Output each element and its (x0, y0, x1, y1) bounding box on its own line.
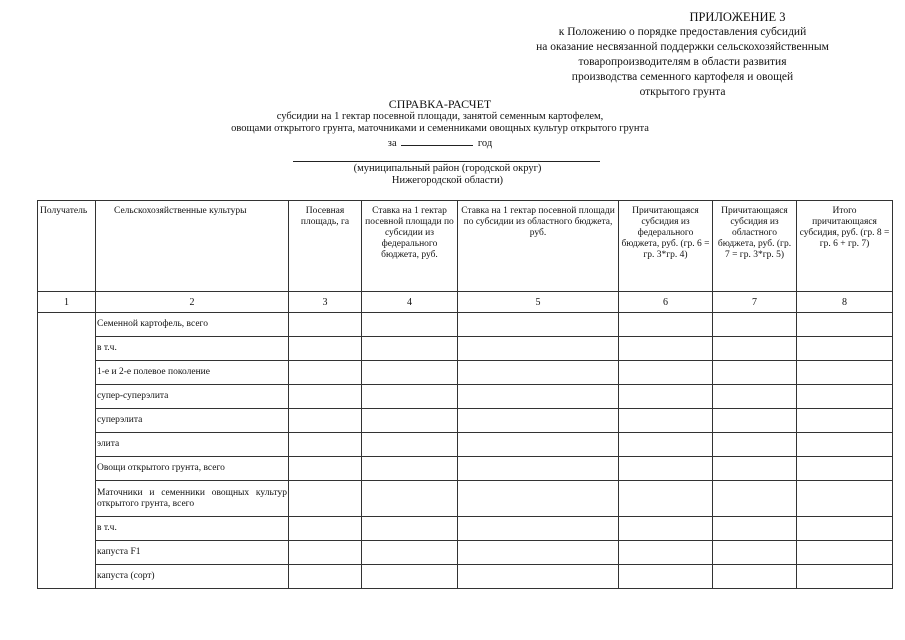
total-subsidy-cell[interactable] (797, 361, 893, 385)
area-cell[interactable] (289, 481, 362, 517)
column-number: 4 (362, 292, 458, 313)
area-cell[interactable] (289, 361, 362, 385)
table-row (38, 457, 893, 481)
header-cell: Причитающаяся субсидия из федерального бюджета, руб. (гр. 6 = гр. 3*гр. 4) (619, 201, 713, 292)
table-row (38, 337, 893, 361)
regional-rate-cell[interactable] (458, 385, 619, 409)
federal-subsidy-cell[interactable] (619, 481, 713, 517)
regional-rate-cell[interactable] (458, 517, 619, 541)
document-subtitle-line: субсидии на 1 гектар посевной площади, занятой семенным картофелем, (276, 110, 604, 122)
year-blank-field[interactable] (401, 136, 473, 146)
crop-label: 1-е и 2-е полевое поколение (96, 361, 289, 385)
regional-subsidy-cell[interactable] (713, 337, 797, 361)
area-cell[interactable] (289, 433, 362, 457)
total-subsidy-cell[interactable] (797, 565, 893, 589)
region-caption: Нижегородской области) (391, 175, 504, 186)
appendix-line: к Положению о порядке предоставления субсидий (558, 26, 807, 38)
appendix-block (470, 10, 895, 100)
federal-rate-cell[interactable] (362, 433, 458, 457)
appendix-line: открытого грунта (639, 86, 726, 98)
regional-subsidy-cell[interactable] (713, 385, 797, 409)
period-prefix: за (387, 137, 397, 149)
column-number: 2 (96, 292, 289, 313)
crop-label: Овощи открытого грунта, всего (96, 457, 289, 481)
appendix-heading: ПРИЛОЖЕНИЕ 3 (689, 10, 786, 24)
area-cell[interactable] (289, 313, 362, 337)
recipient-cell[interactable] (38, 313, 96, 589)
area-cell[interactable] (289, 385, 362, 409)
regional-rate-cell[interactable] (458, 565, 619, 589)
crop-label: в т.ч. (96, 337, 289, 361)
federal-rate-cell[interactable] (362, 313, 458, 337)
crop-label: суперэлита (96, 409, 289, 433)
column-number: 8 (797, 292, 893, 313)
appendix-line: товаропроизводителям в области развития (578, 56, 787, 68)
period-line (190, 136, 690, 151)
federal-rate-cell[interactable] (362, 481, 458, 517)
column-number: 5 (458, 292, 619, 313)
federal-subsidy-cell[interactable] (619, 361, 713, 385)
regional-subsidy-cell[interactable] (713, 541, 797, 565)
area-cell[interactable] (289, 409, 362, 433)
header-cell: Ставка на 1 гектар посевной площади по субсидии из областного бюджета, руб. (458, 201, 619, 292)
column-number: 1 (38, 292, 96, 313)
federal-subsidy-cell[interactable] (619, 457, 713, 481)
regional-subsidy-cell[interactable] (713, 481, 797, 517)
regional-subsidy-cell[interactable] (713, 457, 797, 481)
header-cell: Итого причитающаяся субсидия, руб. (гр. 8 = гр. 6 + гр. 7) (797, 201, 893, 292)
federal-subsidy-cell[interactable] (619, 409, 713, 433)
document-title-block (190, 98, 690, 150)
federal-rate-cell[interactable] (362, 337, 458, 361)
header-cell: Ставка на 1 гектар посевной площади по субсидии из федерального бюджета, руб. (362, 201, 458, 292)
municipality-caption: (муниципальный район (городской округ) (353, 163, 542, 174)
total-subsidy-cell[interactable] (797, 517, 893, 541)
area-cell[interactable] (289, 541, 362, 565)
total-subsidy-cell[interactable] (797, 481, 893, 517)
appendix-line: производства семенного картофеля и овощей (571, 71, 794, 83)
regional-rate-cell[interactable] (458, 457, 619, 481)
federal-rate-cell[interactable] (362, 517, 458, 541)
crop-label: капуста F1 (96, 541, 289, 565)
crop-label: Семенной картофель, всего (96, 313, 289, 337)
appendix-line: на оказание несвязанной поддержки сельскохозяйственным (536, 41, 829, 53)
table-row (38, 481, 893, 517)
total-subsidy-cell[interactable] (797, 337, 893, 361)
subsidy-table (37, 200, 893, 589)
area-cell[interactable] (289, 337, 362, 361)
table-row (38, 409, 893, 433)
municipality-block (300, 163, 595, 187)
total-subsidy-cell[interactable] (797, 313, 893, 337)
regional-rate-cell[interactable] (458, 409, 619, 433)
federal-rate-cell[interactable] (362, 457, 458, 481)
total-subsidy-cell[interactable] (797, 433, 893, 457)
federal-subsidy-cell[interactable] (619, 517, 713, 541)
table-header-row (38, 201, 893, 292)
federal-rate-cell[interactable] (362, 409, 458, 433)
regional-subsidy-cell[interactable] (713, 361, 797, 385)
regional-rate-cell[interactable] (458, 313, 619, 337)
total-subsidy-cell[interactable] (797, 457, 893, 481)
crop-label: элита (96, 433, 289, 457)
regional-rate-cell[interactable] (458, 361, 619, 385)
federal-rate-cell[interactable] (362, 565, 458, 589)
total-subsidy-cell[interactable] (797, 541, 893, 565)
total-subsidy-cell[interactable] (797, 409, 893, 433)
crop-label: в т.ч. (96, 517, 289, 541)
regional-subsidy-cell[interactable] (713, 409, 797, 433)
column-number: 7 (713, 292, 797, 313)
regional-rate-cell[interactable] (458, 433, 619, 457)
regional-rate-cell[interactable] (458, 541, 619, 565)
federal-subsidy-cell[interactable] (619, 385, 713, 409)
federal-subsidy-cell[interactable] (619, 313, 713, 337)
document-title: СПРАВКА-РАСЧЕТ (388, 97, 492, 111)
federal-rate-cell[interactable] (362, 541, 458, 565)
crop-label: Маточники и семенники овощных культур открытого грунта, всего (96, 481, 289, 517)
federal-rate-cell[interactable] (362, 385, 458, 409)
regional-subsidy-cell[interactable] (713, 517, 797, 541)
column-number: 6 (619, 292, 713, 313)
regional-rate-cell[interactable] (458, 481, 619, 517)
header-cell: Посевная площадь, га (289, 201, 362, 292)
area-cell[interactable] (289, 565, 362, 589)
crop-label: супер-суперэлита (96, 385, 289, 409)
federal-subsidy-cell[interactable] (619, 565, 713, 589)
regional-subsidy-cell[interactable] (713, 433, 797, 457)
area-cell[interactable] (289, 457, 362, 481)
column-number: 3 (289, 292, 362, 313)
table-row (38, 361, 893, 385)
regional-rate-cell[interactable] (458, 337, 619, 361)
table-row (38, 385, 893, 409)
period-suffix: год (477, 137, 493, 149)
regional-subsidy-cell[interactable] (713, 565, 797, 589)
total-subsidy-cell[interactable] (797, 385, 893, 409)
area-cell[interactable] (289, 517, 362, 541)
header-cell: Сельскохозяйственные культуры (96, 201, 289, 292)
municipality-blank-line[interactable] (293, 161, 600, 162)
column-number-row (38, 292, 893, 313)
table-row (38, 517, 893, 541)
federal-subsidy-cell[interactable] (619, 541, 713, 565)
document-subtitle-line: овощами открытого грунта, маточниками и семенниками овощных культур открытого грунта (231, 123, 649, 134)
federal-rate-cell[interactable] (362, 361, 458, 385)
header-cell: Причитающаяся субсидия из областного бюджета, руб. (гр. 7 = гр. 3*гр. 5) (713, 201, 797, 292)
federal-subsidy-cell[interactable] (619, 433, 713, 457)
table-row (38, 541, 893, 565)
table-row (38, 433, 893, 457)
regional-subsidy-cell[interactable] (713, 313, 797, 337)
federal-subsidy-cell[interactable] (619, 337, 713, 361)
header-cell: Получатель (38, 201, 96, 292)
crop-label: капуста (сорт) (96, 565, 289, 589)
table-row (38, 565, 893, 589)
table-row (38, 313, 893, 337)
